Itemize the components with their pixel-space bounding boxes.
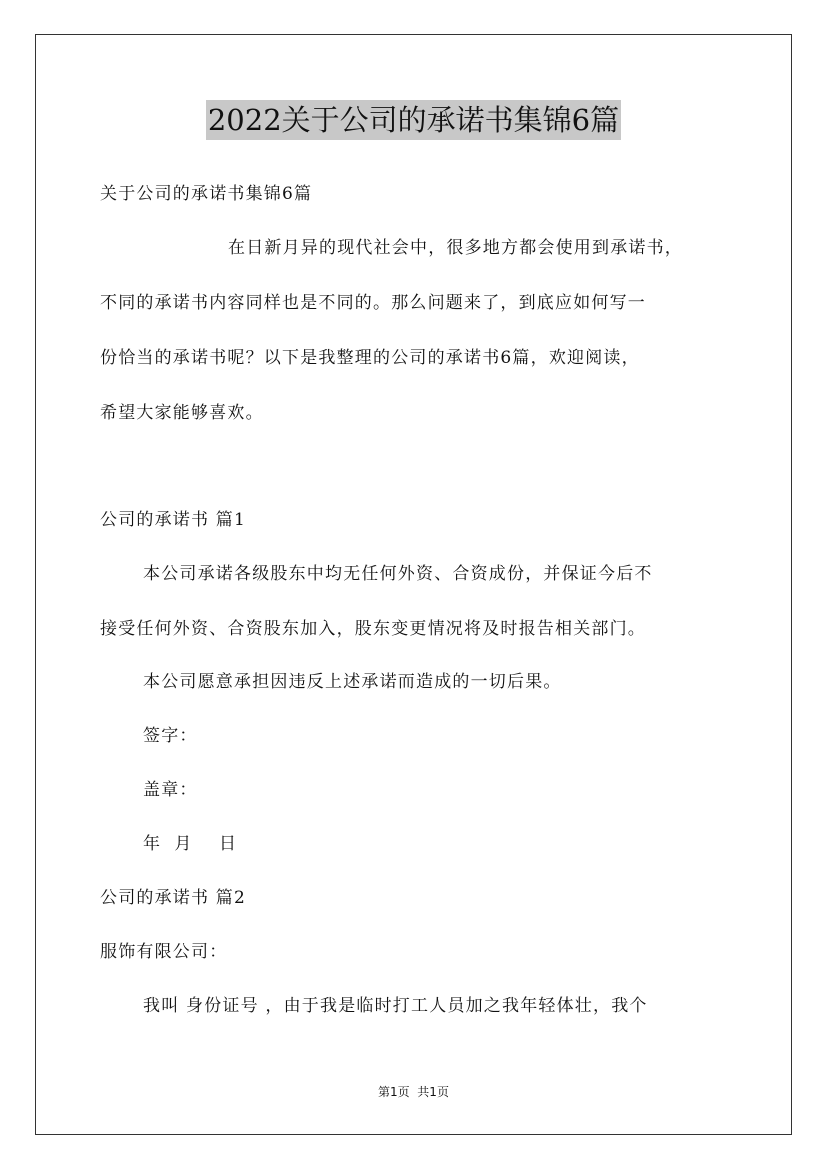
section-1-para-2: 本公司愿意承担因违反上述承诺而造成的一切后果。: [143, 672, 562, 692]
intro-line-3: 份恰当的承诺书呢？以下是我整理的公司的承诺书6篇，欢迎阅读，: [100, 348, 640, 368]
title-container: [0, 100, 827, 140]
section-1-heading: 公司的承诺书 篇1: [100, 510, 247, 530]
section-1-para-1-line-1: 本公司承诺各级股东中均无任何外资、合资成份，并保证今后不: [143, 564, 653, 584]
date-line: 年 月 日: [143, 834, 238, 854]
intro-line-1: 在日新月异的现代社会中，很多地方都会使用到承诺书，: [228, 238, 683, 258]
intro-line-4: 希望大家能够喜欢。: [100, 403, 264, 423]
document-title: 2022关于公司的承诺书集锦6篇: [206, 100, 621, 140]
signature-line: 签字：: [143, 726, 198, 746]
seal-line: 盖章：: [143, 780, 198, 800]
intro-line-2: 不同的承诺书内容同样也是不同的。那么问题来了，到底应如何写一: [100, 293, 646, 313]
section-2-heading: 公司的承诺书 篇2: [100, 888, 247, 908]
document-subtitle: 关于公司的承诺书集锦6篇: [100, 184, 313, 204]
section-1-para-1-line-2: 接受任何外资、合资股东加入，股东变更情况将及时报告相关部门。: [100, 619, 646, 639]
section-2-para-1-line-1: 我叫 身份证号 ，由于我是临时打工人员加之我年轻体壮，我个: [143, 996, 648, 1016]
section-2-addressee: 服饰有限公司：: [100, 942, 228, 962]
page-footer: 第1页 共1页: [378, 1085, 449, 1099]
